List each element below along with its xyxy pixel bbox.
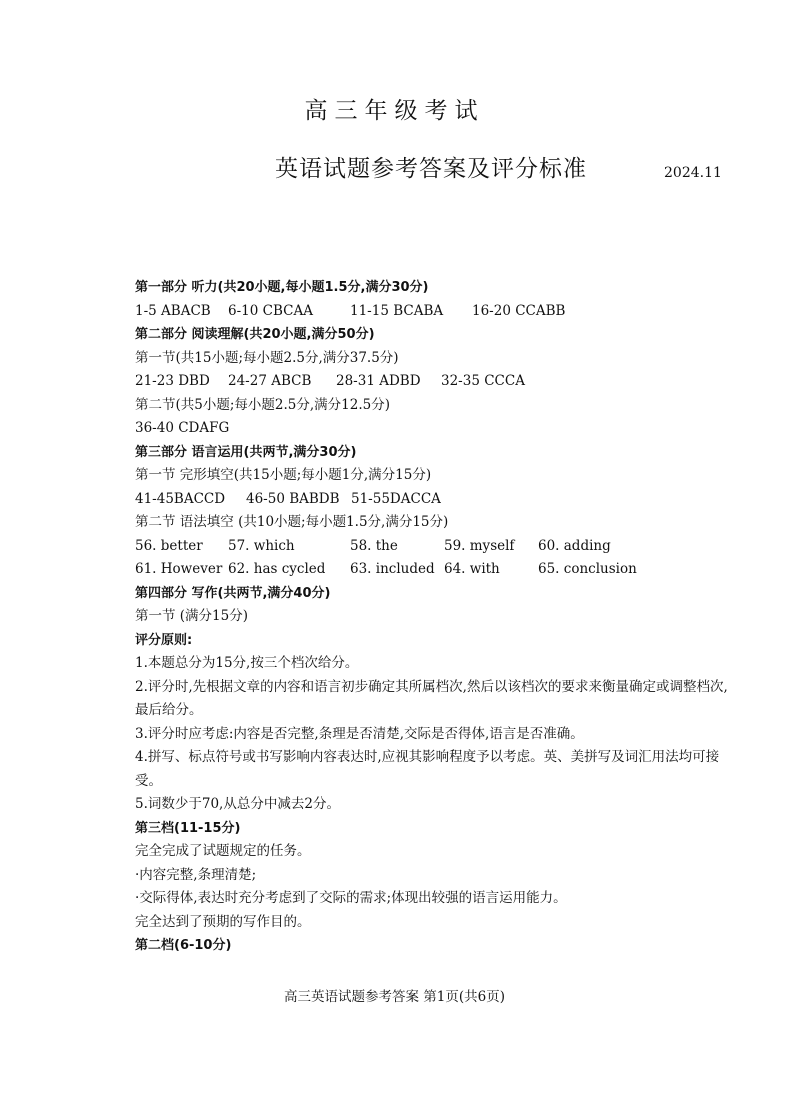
- part2-section1-title: 第一节(共15小题;每小题2.5分,满分37.5分): [135, 349, 399, 366]
- principles-heading: 评分原则:: [135, 632, 193, 648]
- grammar-answer: 64. with: [444, 561, 500, 577]
- principle-item: 5.词数少于70,从总分中减去2分。: [135, 796, 340, 812]
- principle-item: 2.评分时,先根据文章的内容和语言初步确定其所属档次,然后以该档次的要求来衡量确定或调整档次,最后给分。: [135, 678, 728, 718]
- tier3-line: ·交际得体,表达时充分考虑到了交际的需求;体现出较强的语言运用能力。: [135, 890, 567, 906]
- page-title: 高三年级考试: [304, 98, 485, 124]
- answer-group: 16-20 CCABB: [472, 302, 566, 319]
- tier3-heading: 第三档(11-15分): [135, 820, 241, 836]
- grammar-answer: 57. which: [228, 537, 295, 554]
- principle-item: 4.拼写、标点符号或书写影响内容表达时,应视其影响程度予以考虑。英、美拼写及词汇用法均可接受。: [135, 749, 720, 789]
- grammar-answer: 61. However: [135, 561, 223, 577]
- part3-section2-title: 第二节 语法填空 (共10小题;每小题1.5分,满分15分): [135, 514, 449, 530]
- answer-group: 6-10 CBCAA: [228, 302, 313, 319]
- grammar-answer: 60. adding: [538, 537, 611, 554]
- grammar-answer: 65. conclusion: [538, 561, 637, 577]
- grammar-answers-row2: [135, 558, 735, 582]
- tier3-line: ·内容完整,条理清楚;: [135, 866, 257, 883]
- principle-item: 3.评分时应考虑:内容是否完整,条理是否清楚,交际是否得体,语言是否准确。: [135, 725, 584, 742]
- part2-section2-title: 第二节(共5小题;每小题2.5分,满分12.5分): [135, 396, 390, 413]
- part4-section1-title: 第一节 (满分15分): [135, 608, 249, 624]
- answer-content: [135, 276, 735, 958]
- part2-section1-answers: [135, 370, 735, 394]
- answer-group: 11-15 BCABA: [350, 302, 444, 319]
- answer-group: 1-5 ABACB: [135, 302, 211, 319]
- answer-group: 41-45BACCD: [135, 490, 226, 507]
- part1-heading: 第一部分 听力(共20小题,每小题1.5分,满分30分): [135, 280, 429, 295]
- tier2-heading: 第二档(6-10分): [135, 938, 232, 953]
- part3-section1-answers: [135, 488, 735, 512]
- tier3-line: 完全完成了试题规定的任务。: [135, 843, 311, 859]
- answer-group: 24-27 ABCB: [228, 373, 312, 389]
- part2-section2-answers: 36-40 CDAFG: [135, 420, 230, 436]
- answer-group: 46-50 BABDB: [246, 490, 340, 507]
- answer-group: 21-23 DBD: [135, 373, 210, 389]
- grammar-answers-row1: [135, 535, 735, 559]
- part3-heading: 第三部分 语言运用(共两节,满分30分): [135, 444, 357, 460]
- grammar-answer: 59. myself: [444, 537, 515, 554]
- answer-group: 28-31 ADBD: [336, 373, 421, 389]
- answer-group: 32-35 CCCA: [441, 373, 525, 389]
- exam-date: 2024.11: [664, 165, 722, 181]
- part1-answers: [135, 300, 735, 324]
- principle-item: 1.本题总分为15分,按三个档次给分。: [135, 655, 359, 671]
- tier3-line: 完全达到了预期的写作目的。: [135, 913, 311, 930]
- part4-heading: 第四部分 写作(共两节,满分40分): [135, 585, 331, 601]
- page-footer: 高三英语试题参考答案 第1页(共6页): [283, 989, 505, 1005]
- answer-group: 51-55DACCA: [351, 490, 441, 507]
- grammar-answer: 62. has cycled: [228, 561, 326, 577]
- page-subtitle: 英语试题参考答案及评分标准: [275, 156, 587, 182]
- part3-section1-title: 第一节 完形填空(共15小题;每小题1分,满分15分): [135, 467, 432, 483]
- grammar-answer: 63. included: [350, 561, 435, 577]
- grammar-answer: 56. better: [135, 537, 203, 554]
- part2-heading: 第二部分 阅读理解(共20小题,满分50分): [135, 327, 375, 342]
- grammar-answer: 58. the: [350, 537, 398, 554]
